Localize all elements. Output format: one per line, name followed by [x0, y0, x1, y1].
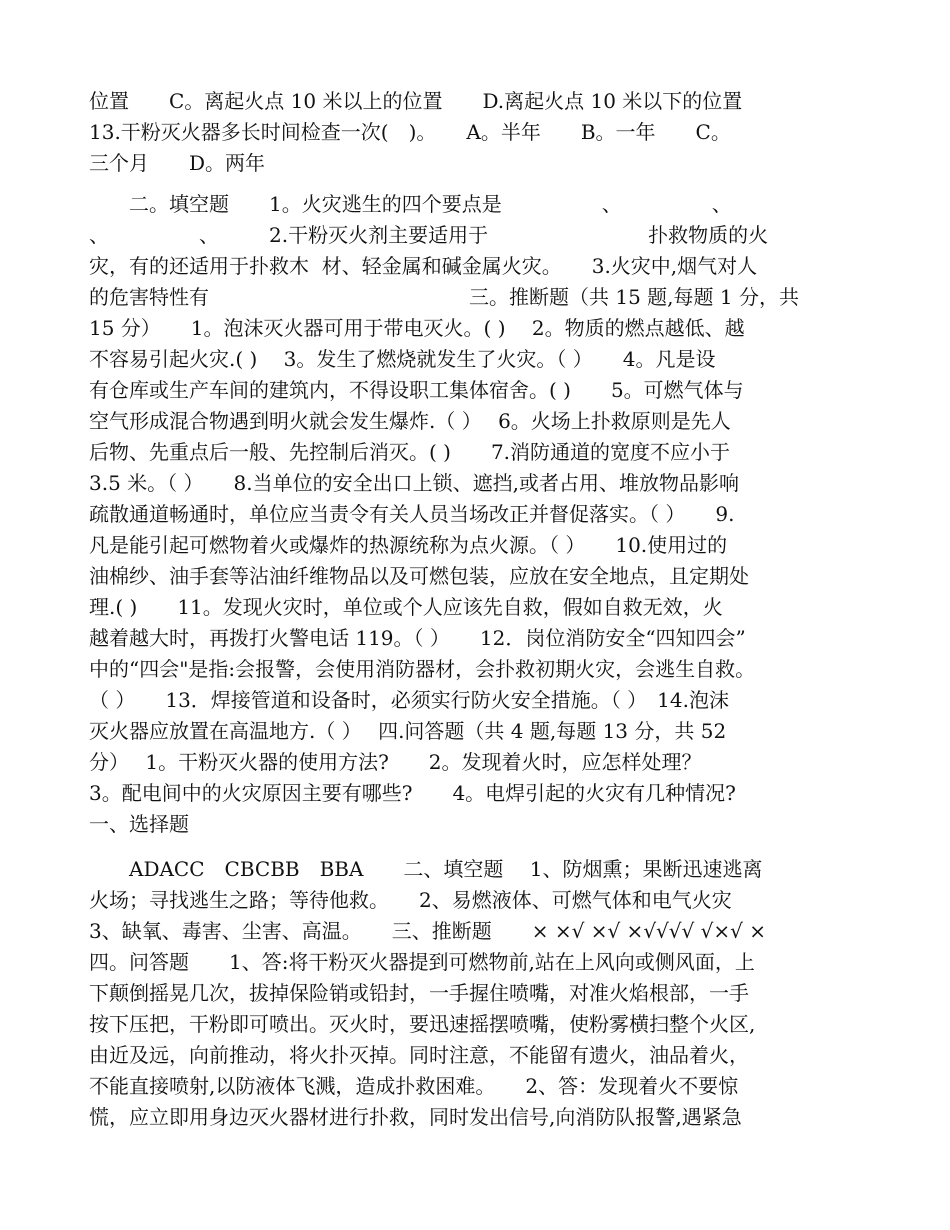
answer-line: 按下压把，干粉即可喷出。灭火时，要迅速摇摆喷嘴，使粉雾横扫整个火区,	[89, 1012, 756, 1036]
text-line: （ ） 13．焊接管道和设备时，必须实行防火安全措施。（ ） 14.泡沫	[89, 688, 729, 712]
text-line: 越着越大时，再拨打火警电话 119。（ ） 12．岗位消防安全“四知四会”	[89, 626, 746, 650]
answer-line: 下颠倒摇晃几次，拔掉保险销或铅封，一手握住喷嘴，对准火焰根部，一手	[89, 981, 749, 1005]
answer-line: 四。问答题 1、答:将干粉灭火器提到可燃物前,站在上风向或侧风面，上	[89, 950, 755, 974]
text-line: 理.( ) 11。发现火灾时，单位或个人应该先自救，假如自救无效，火	[89, 595, 723, 619]
text-line: 疏散通道畅通时，单位应当责令有关人员当场改正并督促落实。（ ） 9.	[89, 502, 735, 526]
text-line: 分） 1。干粉灭火器的使用方法? 2。发现着火时，应怎样处理？	[89, 750, 702, 774]
text-line: 3。配电间中的火灾原因主要有哪些? 4。电焊引起的火灾有几种情况?	[89, 781, 736, 805]
text-line: 三个月 D。两年	[89, 151, 266, 175]
answer-line: 不能直接喷射,以防液体飞溅，造成扑救困难。 2、答：发现着火不要惊	[89, 1074, 739, 1098]
text-line: 位置 C。离起火点 10 米以上的位置 D.离起火点 10 米以下的位置	[89, 89, 743, 113]
text-line: 空气形成混合物遇到明火就会发生爆炸.（ ） 6。火场上扑救原则是先人	[89, 409, 731, 433]
text-line: 13.干粉灭火器多长时间检查一次( )。 A。半年 B。一年 C。	[89, 120, 731, 144]
text-line: 灭火器应放置在高温地方.（ ） 四.问答题（共 4 题,每题 13 分，共 52	[89, 719, 727, 743]
text-line: 不容易引起火灾.( ) 3。发生了燃烧就发生了火灾。（ ） 4。凡是设	[89, 347, 716, 371]
text-line: 后物、先重点后一般、先控制后消灭。( ) 7.消防通道的宽度不应小于	[89, 440, 731, 464]
section-heading: 一、选择题	[89, 812, 189, 836]
answer-line: 慌，应立即用身边灭火器材进行扑救，同时发出信号,向消防队报警,遇紧急	[89, 1105, 742, 1129]
answer-line: 由近及远，向前推动，将火扑灭掉。同时注意，不能留有遗火，油品着火，	[89, 1043, 749, 1067]
text-line: 3.5 米。（ ） 8.当单位的安全出口上锁、遮挡,或者占用、堆放物品影响	[89, 471, 739, 495]
text-line: 凡是能引起可燃物着火或爆炸的热源统称为点火源。（ ） 10.使用过的	[89, 533, 728, 557]
text-line: 灾，有的还适用于扑救木 材、轻金属和碱金属火灾。 3.火灾中,烟气对人	[89, 254, 758, 278]
text-line: 15 分） 1。泡沫灭火器可用于带电灭火。( ) 2。物质的燃点越低、越	[89, 316, 745, 340]
answer-line: 3、缺氧、毒害、尘害、高温。 三、推断题 × ×√ ×√ ×√√√√ √×√ ×	[89, 919, 767, 943]
text-line: 、 、 2.干粉灭火剂主要适用于 扑救物质的火	[89, 223, 769, 247]
text-line: 中的“四会"是指:会报警，会使用消防器材，会扑救初期火灾，会逃生自救。	[89, 657, 756, 681]
answer-line: 火场；寻找逃生之路；等待他救。 2、易燃液体、可燃气体和电气火灾	[89, 888, 732, 912]
text-line: 的危害特性有 三。推断题（共 15 题,每题 1 分，共	[89, 285, 799, 309]
text-line: 油棉纱、油手套等沾油纤维物品以及可燃包装，应放在安全地点，且定期处	[89, 564, 749, 588]
answer-line: ADACC CBCBB BBA 二、填空题 1、防烟熏；果断迅速逃离	[89, 857, 763, 881]
text-line: 二。填空题 1。火灾逃生的四个要点是 、 、	[89, 192, 732, 216]
document-page	[89, 86, 869, 1133]
text-line: 有仓库或生产车间的建筑内，不得设职工集体宿舍。( ) 5。可燃气体与	[89, 378, 744, 402]
